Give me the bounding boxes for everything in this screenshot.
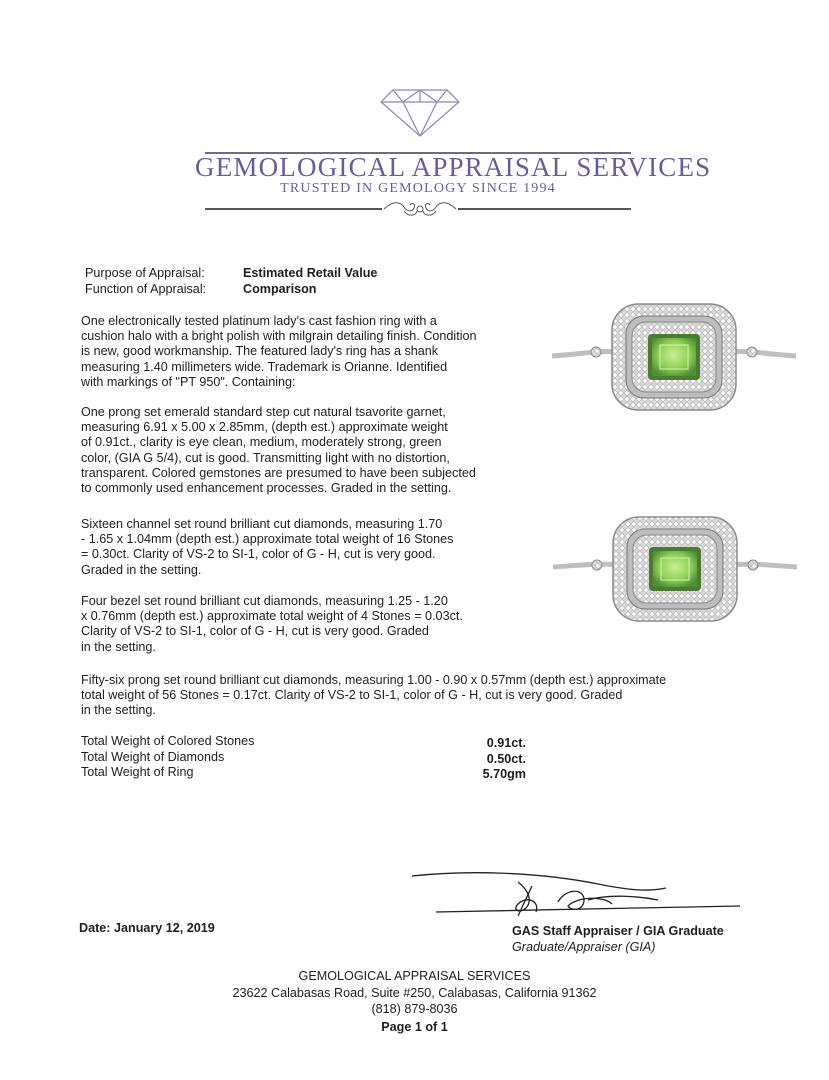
- signature-icon: [408, 866, 743, 926]
- text-line: with markings of "PT 950". Containing:: [81, 374, 296, 389]
- purpose-value: Estimated Retail Value: [243, 266, 378, 280]
- text-line: is new, good workmanship. The featured lady's ring has a shank: [81, 344, 439, 359]
- footer-phone: (818) 879-8036: [371, 1002, 458, 1016]
- text-line: in the setting.: [81, 703, 156, 718]
- header-rule-bottom-left: [205, 208, 382, 210]
- footer-address: 23622 Calabasas Road, Suite #250, Calabasas, California 91362: [232, 986, 597, 1000]
- paragraph-ring-description: [81, 314, 477, 390]
- purpose-label: Purpose of Appraisal:: [85, 266, 205, 280]
- total-colored-value: 0.91ct.: [486, 736, 526, 750]
- total-ring-label: Total Weight of Ring: [81, 765, 194, 779]
- text-line: One prong set emerald standard step cut natural tsavorite garnet,: [81, 405, 446, 419]
- total-diamonds-label: Total Weight of Diamonds: [81, 750, 225, 764]
- text-line: of 0.91ct., clarity is eye clean, medium, moderately strong, green: [81, 435, 442, 450]
- text-line: Four bezel set round brilliant cut diamonds, measuring 1.25 - 1.20: [81, 594, 448, 608]
- function-label: Function of Appraisal:: [85, 282, 207, 296]
- text-line: - 1.65 x 1.04mm (depth est.) approximate total weight of 16 Stones: [81, 532, 454, 547]
- text-line: measuring 1.40 millimeters wide. Trademark is Orianne. Identified: [81, 359, 448, 374]
- footer-company: GEMOLOGICAL APPRAISAL SERVICES: [298, 969, 531, 983]
- text-line: = 0.30ct. Clarity of VS-2 to SI-1, color of G - H, cut is very good.: [81, 547, 436, 562]
- text-line: to commonly used enhancement processes. Graded in the setting.: [81, 481, 452, 496]
- text-line: Sixteen channel set round brilliant cut diamonds, measuring 1.70: [81, 517, 443, 531]
- ring-photo-bottom: [553, 515, 797, 625]
- total-colored-label: Total Weight of Colored Stones: [81, 734, 255, 748]
- text-line: x 0.76mm (depth est.) approximate total weight of 4 Stones = 0.03ct.: [81, 609, 463, 624]
- paragraph-bezel-diamonds: [81, 594, 463, 655]
- text-line: Fifty-six prong set round brilliant cut diamonds, measuring 1.00 - 0.90 x 0.57mm (depth est.) approximate: [81, 673, 667, 687]
- paragraph-prong-diamonds: [81, 673, 666, 719]
- text-line: color, (GIA G 5/4), cut is good. Transmitting light with no distortion,: [81, 450, 450, 465]
- function-value: Comparison: [243, 282, 317, 296]
- total-diamonds-value: 0.50ct.: [486, 752, 526, 766]
- appraiser-title: GAS Staff Appraiser / GIA Graduate: [512, 924, 724, 938]
- text-line: Graded in the setting.: [81, 562, 202, 577]
- page-number: Page 1 of 1: [381, 1020, 448, 1034]
- text-line: Clarity of VS-2 to SI-1, color of G - H, cut is very good. Graded: [81, 624, 429, 639]
- text-line: One electronically tested platinum lady's cast fashion ring with a: [81, 314, 437, 328]
- text-line: in the setting.: [81, 639, 156, 654]
- paragraph-garnet: [81, 405, 476, 496]
- ornament-flourish-icon: [382, 199, 458, 219]
- text-line: transparent. Colored gemstones are presumed to have been subjected: [81, 465, 476, 480]
- header-rule-bottom-right: [458, 208, 631, 210]
- company-name: GEMOLOGICAL APPRAISAL SERVICES: [195, 152, 712, 182]
- text-line: cushion halo with a bright polish with milgrain detailing finish. Condition: [81, 329, 477, 344]
- appraisal-date: Date: January 12, 2019: [79, 921, 215, 935]
- text-line: total weight of 56 Stones = 0.17ct. Clarity of VS-2 to SI-1, color of G - H, cut is very good. Graded: [81, 688, 623, 703]
- text-line: measuring 6.91 x 5.00 x 2.85mm, (depth est.) approximate weight: [81, 420, 448, 435]
- appraiser-subtitle: Graduate/Appraiser (GIA): [512, 940, 656, 954]
- ring-photo-top: [552, 300, 796, 414]
- diamond-logo-icon: [379, 82, 461, 138]
- total-ring-value: 5.70gm: [482, 767, 526, 781]
- paragraph-channel-diamonds: [81, 517, 453, 578]
- tagline: TRUSTED IN GEMOLOGY SINCE 1994: [280, 181, 556, 196]
